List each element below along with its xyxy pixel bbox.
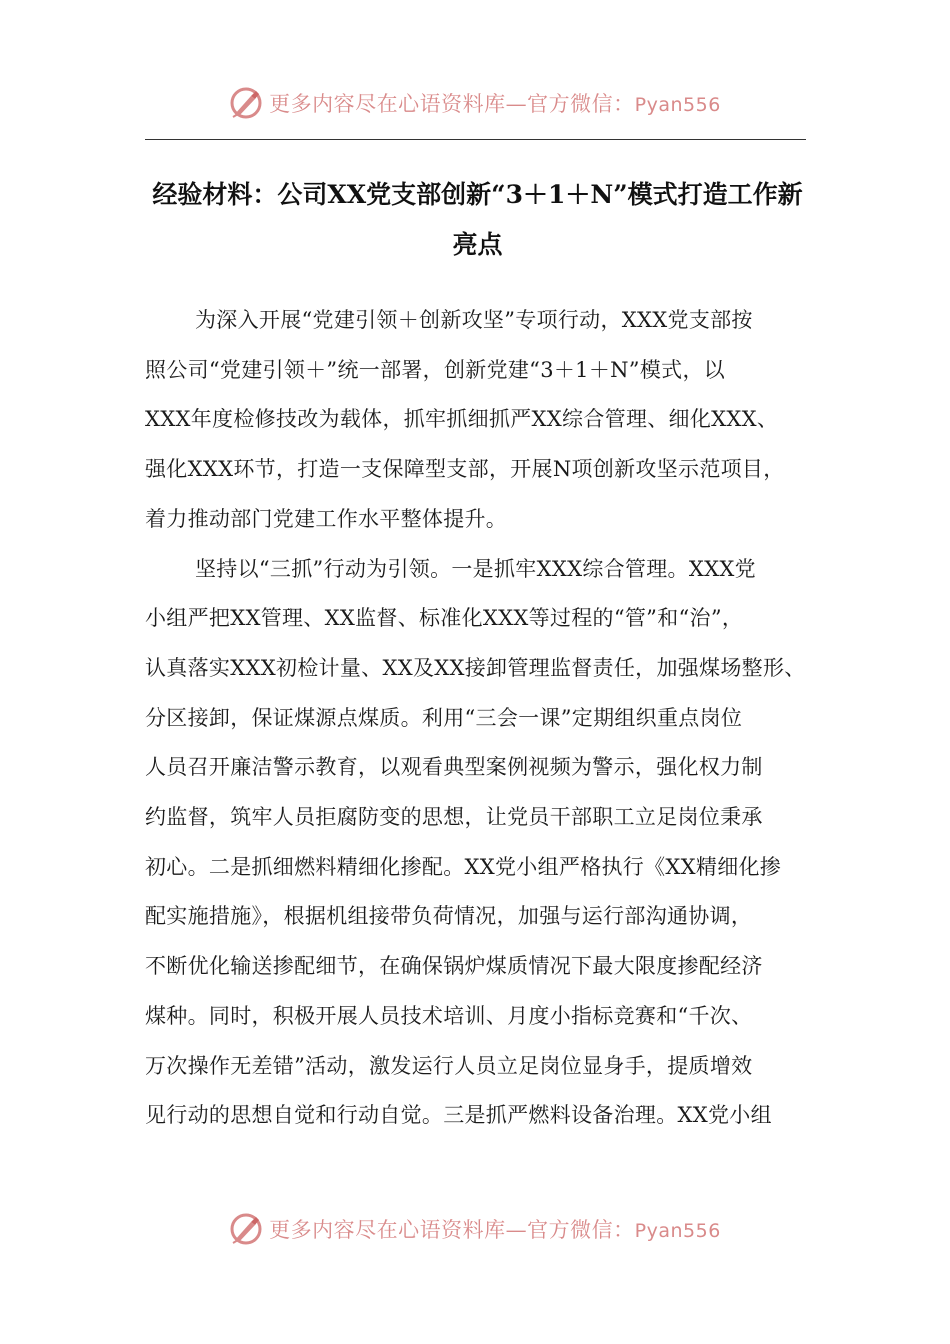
watermark-text	[269, 88, 721, 118]
pen-logo-icon	[229, 1212, 263, 1246]
watermark-text	[269, 1214, 721, 1244]
text-line: 强化XXX环节，打造一支保障型支部，开展N项创新攻坚示范项目，	[145, 457, 785, 482]
text-line: 约监督，筑牢人员拒腐防变的思想，让党员干部职工立足岗位秉承	[145, 805, 763, 830]
title-line: 亮点	[452, 230, 503, 259]
text-line: 着力推动部门党建工作水平整体提升。	[145, 506, 508, 531]
text-line: 不断优化输送掺配细节，在确保锅炉煤质情况下最大限度掺配经济	[145, 954, 763, 979]
watermark-slogan: 更多内容尽在心语资料库—官方微信：	[269, 92, 635, 116]
header-divider	[145, 139, 806, 140]
text-line: 见行动的思想自觉和行动自觉。三是抓严燃料设备治理。XX党小组	[145, 1103, 772, 1128]
text-line: 认真落实XXX初检计量、XX及XX接卸管理监督责任，加强煤场整形、	[145, 655, 806, 680]
watermark-wechat-id: Pyan556	[634, 1220, 721, 1242]
paragraph-three-grips	[145, 545, 817, 1141]
watermark-slogan: 更多内容尽在心语资料库—官方微信：	[269, 1218, 635, 1242]
text-line: 万次操作无差错”活动，激发运行人员立足岗位显身手，提质增效	[145, 1053, 753, 1078]
footer-watermark	[0, 1204, 950, 1254]
document-body	[145, 296, 817, 1141]
text-line: 人员召开廉洁警示教育，以观看典型案例视频为警示，强化权力制	[145, 755, 763, 780]
text-line: 坚持以“三抓”行动为引领。一是抓牢XXX综合管理。XXX党	[195, 556, 756, 581]
header-watermark	[0, 78, 950, 128]
watermark-wechat-id: Pyan556	[634, 94, 721, 116]
text-line: 为深入开展“党建引领＋创新攻坚”专项行动，XXX党支部按	[195, 308, 753, 332]
title-line: 经验材料：公司XX党支部创新“3＋1＋N”模式打造工作新	[152, 180, 803, 209]
text-line: XXX年度检修技改为载体，抓牢抓细抓严XX综合管理、细化XXX、	[145, 407, 779, 432]
text-line: 配实施措施》，根据机组接带负荷情况，加强与运行部沟通协调，	[145, 904, 753, 929]
text-line: 分区接卸，保证煤源点煤质。利用“三会一课”定期组织重点岗位	[145, 705, 743, 730]
text-line: 煤种。同时，积极开展人员技术培训、月度小指标竞赛和“千次、	[145, 1003, 753, 1028]
document-title	[145, 170, 810, 270]
text-line: 小组严把XX管理、XX监督、标准化XXX等过程的“管”和“治”，	[145, 606, 744, 631]
paragraph-intro	[145, 296, 817, 545]
pen-logo-icon	[229, 86, 263, 120]
text-line: 照公司“党建引领＋”统一部署，创新党建“3＋1＋N”模式，以	[145, 357, 726, 382]
text-line: 初心。二是抓细燃料精细化掺配。XX党小组严格执行《XX精细化掺	[145, 854, 782, 879]
